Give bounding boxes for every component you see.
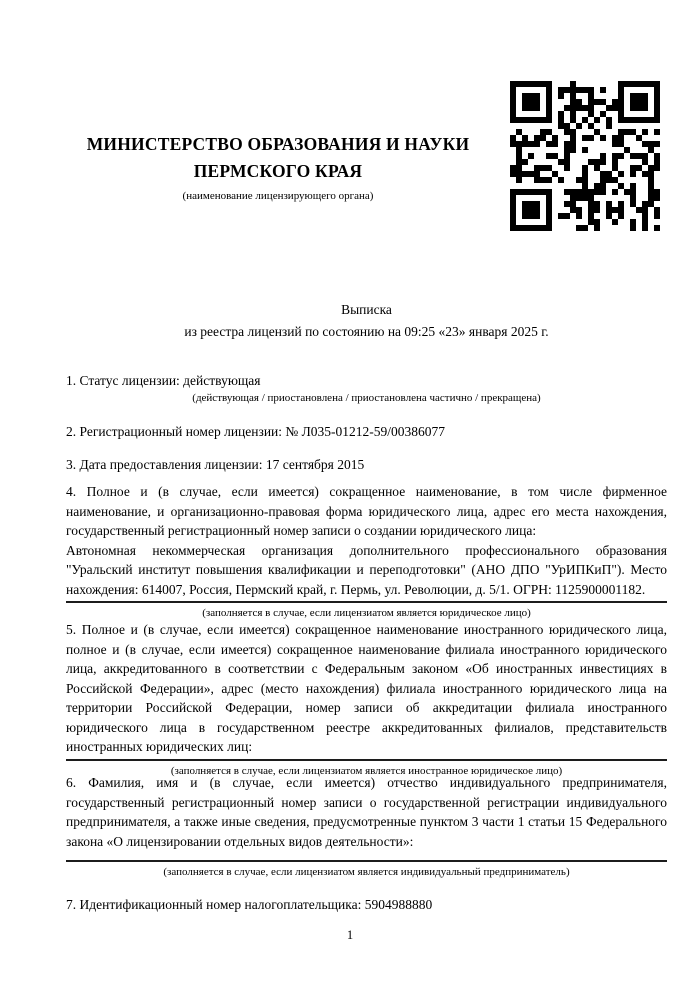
licensing-authority-caption: (наименование лицензирующего органа) — [182, 190, 374, 202]
document-header — [66, 131, 490, 203]
item-grant-date — [66, 455, 667, 475]
item-taxpayer-number — [66, 895, 667, 915]
fill-line — [66, 759, 667, 761]
ministry-name-line2: ПЕРМСКОГО КРАЯ — [193, 161, 363, 181]
licensing-authority-name — [66, 131, 490, 185]
item-foreign-entity — [66, 620, 667, 778]
item-license-status — [66, 371, 667, 405]
qr-code-image — [510, 81, 660, 236]
extract-date-line: из реестра лицензий по состоянию на 09:25 «23» января 2025 г. — [184, 323, 549, 339]
document-title — [66, 299, 667, 342]
qr-code — [505, 78, 665, 238]
fill-line — [66, 601, 667, 603]
item-registration-number — [66, 422, 667, 442]
legal-entity-value: Автономная некоммерческая организация дополнительного профессионального образования "Уральский институт повышения квалификации и переподготовки" (АНО ДПО "УрИПКиП"). Место нахождения: 614007, Россия, Пермский край, г. Пермь, ул. Революции, д. 5/1. ОГРН: 1125900001182. — [66, 542, 667, 597]
fill-line — [66, 860, 667, 862]
legal-entity-label: 4. Полное и (в случае, если имеется) сокращенное наименование, в том числе фирменное наименование, и организационно-правовая форма юридического лица, адрес его места нахождения, государственный регистрационный номер записи о создании юридического лица: — [66, 484, 667, 538]
legal-entity-caption: (заполняется в случае, если лицензиатом является юридическое лицо) — [202, 607, 531, 619]
item-legal-entity — [66, 482, 667, 620]
page-number: 1 — [346, 928, 354, 942]
grant-date-text: 3. Дата предоставления лицензии: 17 сентября 2015 — [66, 457, 365, 472]
license-status-text: 1. Статус лицензии: действующая — [66, 373, 261, 388]
license-status-caption: (действующая / приостановлена / приостановлена частично / прекращена) — [192, 391, 541, 404]
individual-label: 6. Фамилия, имя и (в случае, если имеется) отчество индивидуального предпринимателя, государственный регистрационный номер записи о государственной регистрации индивидуального предпринимателя, а также иные сведения, предусмотренные пунктом 3 части 1 статьи 15 Федерального закона «О лицензировании отдельных видов деятельности»: — [66, 775, 667, 849]
extract-title: Выписка — [341, 302, 392, 317]
foreign-entity-label: 5. Полное и (в случае, если имеется) сокращенное наименование иностранного юридического лица, полное и (в случае, если имеется) сокращенное наименование филиала иностранного юридического лица, аккредитованного в соответствии с Федеральным законом «Об иностранных инвестициях в Российской Федерации», адрес (место нахождения) филиала иностранного юридического лица на территории Российской Федерации, номер записи об аккредитации филиала иностранного юридического лица в государственном реестре аккредитованных филиалов, представительств иностранных юридических лиц: — [66, 622, 667, 754]
ministry-name-line1: МИНИСТЕРСТВО ОБРАЗОВАНИЯ И НАУКИ — [86, 134, 470, 154]
individual-caption: (заполняется в случае, если лицензиатом является индивидуальный предприниматель) — [163, 866, 570, 878]
item-individual-entrepreneur — [66, 773, 667, 879]
taxpayer-number-text: 7. Идентификационный номер налогоплательщика: 5904988880 — [66, 897, 433, 912]
registration-number-text: 2. Регистрационный номер лицензии: № Л035-01212-59/00386077 — [66, 424, 446, 439]
foreign-entity-caption: (заполняется в случае, если лицензиатом является иностранное юридическое лицо) — [170, 764, 563, 777]
